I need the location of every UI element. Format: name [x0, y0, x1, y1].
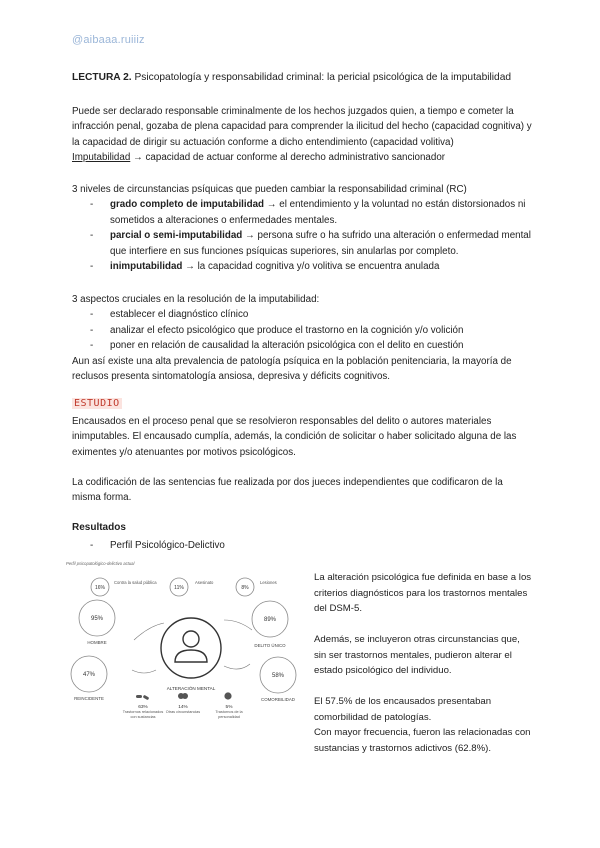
bottom-label-wrap [208, 710, 250, 734]
estudio-paragraph-1: Encausados en el proceso penal que se resolvieron responsables del delito o autores materiales inimputables. El encausado cumplía, además, la condición de solicitar o haber solicitado alguna de las eximentes y/o atenuantes por motivos psicológicos. [72, 416, 517, 458]
comorbilidad-pct: 58% [271, 673, 285, 679]
nivel-text: → el entendimiento y la voluntad no están distorsionados ni sometidos a alteraciones o enfermedades mentales. [110, 199, 526, 226]
stat-pct: 16% [94, 585, 106, 591]
title-lead: LECTURA 2. [72, 72, 132, 83]
head-gear-icon [224, 692, 231, 699]
bottom-label: Otras circunstancias [165, 710, 201, 714]
stat-label: Contra la salud pública [114, 580, 157, 585]
hombre-pct: 95% [90, 616, 104, 622]
imputabilidad-definition: → capacidad de actuar conforme al derecho administrativo sancionador [130, 152, 446, 164]
nivel-term: inimputabilidad [110, 261, 183, 273]
reincidente-label: REINCIDENTE [74, 696, 104, 701]
list-item: - analizar el efecto psicológico que produce el trastorno en la cognición y/o volición [72, 323, 532, 338]
stat-pct: 11% [174, 585, 184, 591]
nivel-text: → la capacidad cognitiva y/o volitiva se encuentra anulada [182, 261, 440, 273]
resultados-title: Resultados [72, 522, 126, 533]
niveles-list [72, 197, 532, 274]
aspectos-section [72, 292, 532, 384]
stat-label: Lesiones [260, 580, 277, 585]
center-label: ALTERACIÓN MENTAL [166, 686, 216, 691]
title-rest: Psicopatología y responsabilidad criminal: la pericial psicológica de la imputabilidad [131, 72, 512, 83]
intro-paragraph [72, 104, 532, 166]
person-icon [161, 618, 221, 678]
estudio-label: ESTUDIO [74, 398, 120, 409]
list-item [72, 197, 532, 228]
imputabilidad-term: Imputabilidad [72, 152, 131, 164]
aspectos-heading: 3 aspectos cruciales en la resolución de la imputabilidad: [72, 294, 320, 305]
nivel-term: parcial o semi-imputabilidad [110, 230, 243, 242]
side-paragraph-3b: Con mayor frecuencia, fueron las relacionadas con sustancias y trastornos adictivos (62.8%). [314, 727, 531, 754]
list-item: - establecer el diagnóstico clínico [72, 307, 532, 322]
side-paragraph-3a: El 57.5% de los encausados presentaban comorbilidad de patologías. [314, 696, 492, 723]
aspectos-list [72, 307, 532, 353]
page-title [72, 72, 532, 83]
arrow-reincidente [132, 670, 156, 673]
pills-icon [136, 695, 149, 701]
nivel-text: → persona sufre o ha sufrido una alteración o enfermedad mental que interfiere en sus funciones psíquicas superiores, sin anularlas por completo. [110, 230, 531, 257]
stat-label: Asesinato [195, 580, 214, 585]
perfil-item [72, 540, 225, 551]
bottom-label-wrap [122, 710, 164, 734]
arrow-comorbilidad [224, 664, 250, 669]
brain-icon [178, 693, 188, 699]
arrow-delito [224, 620, 252, 630]
side-paragraph-3 [314, 694, 534, 756]
arrow-hombre [134, 623, 164, 640]
bottom-stats [122, 692, 250, 734]
list-item: - poner en relación de causalidad la alteración psicológica con el delito en cuestión [72, 338, 532, 353]
aspectos-closing: Aun así existe una alta prevalencia de patología psíquica en la población penitenciaria, la mayoría de reclusos presenta sintomatología ansiosa, depresiva y déficits cognitivos. [72, 355, 512, 383]
profile-infographic [64, 558, 298, 736]
list-item [72, 228, 532, 259]
niveles-heading: 3 niveles de circunstancias psíquicas que pueden cambiar la responsabilidad criminal (RC) [72, 184, 467, 195]
bottom-pct: 14% [178, 705, 188, 710]
bottom-label: Trastornos de la personalidad [215, 710, 243, 719]
figure-caption: Perfil psicopatológico-delictivo actual [66, 561, 135, 566]
delito-pct: 89% [263, 617, 277, 623]
hombre-label: HOMBRE [87, 640, 107, 645]
niveles-section [72, 182, 532, 274]
perfil-label: Perfil Psicológico-Delictivo [110, 540, 225, 551]
list-item [72, 259, 532, 274]
side-paragraph-1: La alteración psicológica fue definida en base a los criterios diagnósticos para los trastornos mentales del DSM-5. [314, 572, 532, 615]
comorbilidad-label: COMORBILIDAD [261, 697, 295, 702]
stat-pct: 8% [241, 585, 249, 591]
bottom-label-wrap [164, 710, 202, 734]
bottom-pct: 5% [225, 705, 233, 710]
delito-label: DELITO ÚNICO [254, 643, 286, 648]
top-stats [91, 578, 277, 596]
bottom-pct: 63% [138, 705, 148, 710]
author-handle: @aibaaa.ruiiiz [72, 34, 145, 46]
nivel-term: grado completo de imputabilidad [110, 199, 265, 211]
reincidente-pct: 47% [82, 672, 96, 678]
intro-text: Puede ser declarado responsable criminalmente de los hechos juzgados quien, a tiempo e cometer la infracción penal, gozaba de plena capacidad para comprender la ilicitud del hecho (capacidad cognitiva) y la capacidad de dirigir su actuación conforme a dicho entendimiento (capacidad volitiva) [72, 106, 532, 148]
side-paragraph-2: Además, se incluyeron otras circunstancias que, sin ser trastornos mentales, pudieron alterar el estado psicológico del individuo. [314, 634, 520, 677]
bottom-label: Trastornos relacionados con sustancias [122, 710, 164, 719]
estudio-paragraph-2: La codificación de las sentencias fue realizada por dos jueces independientes que codificaron de la misma forma. [72, 477, 503, 504]
